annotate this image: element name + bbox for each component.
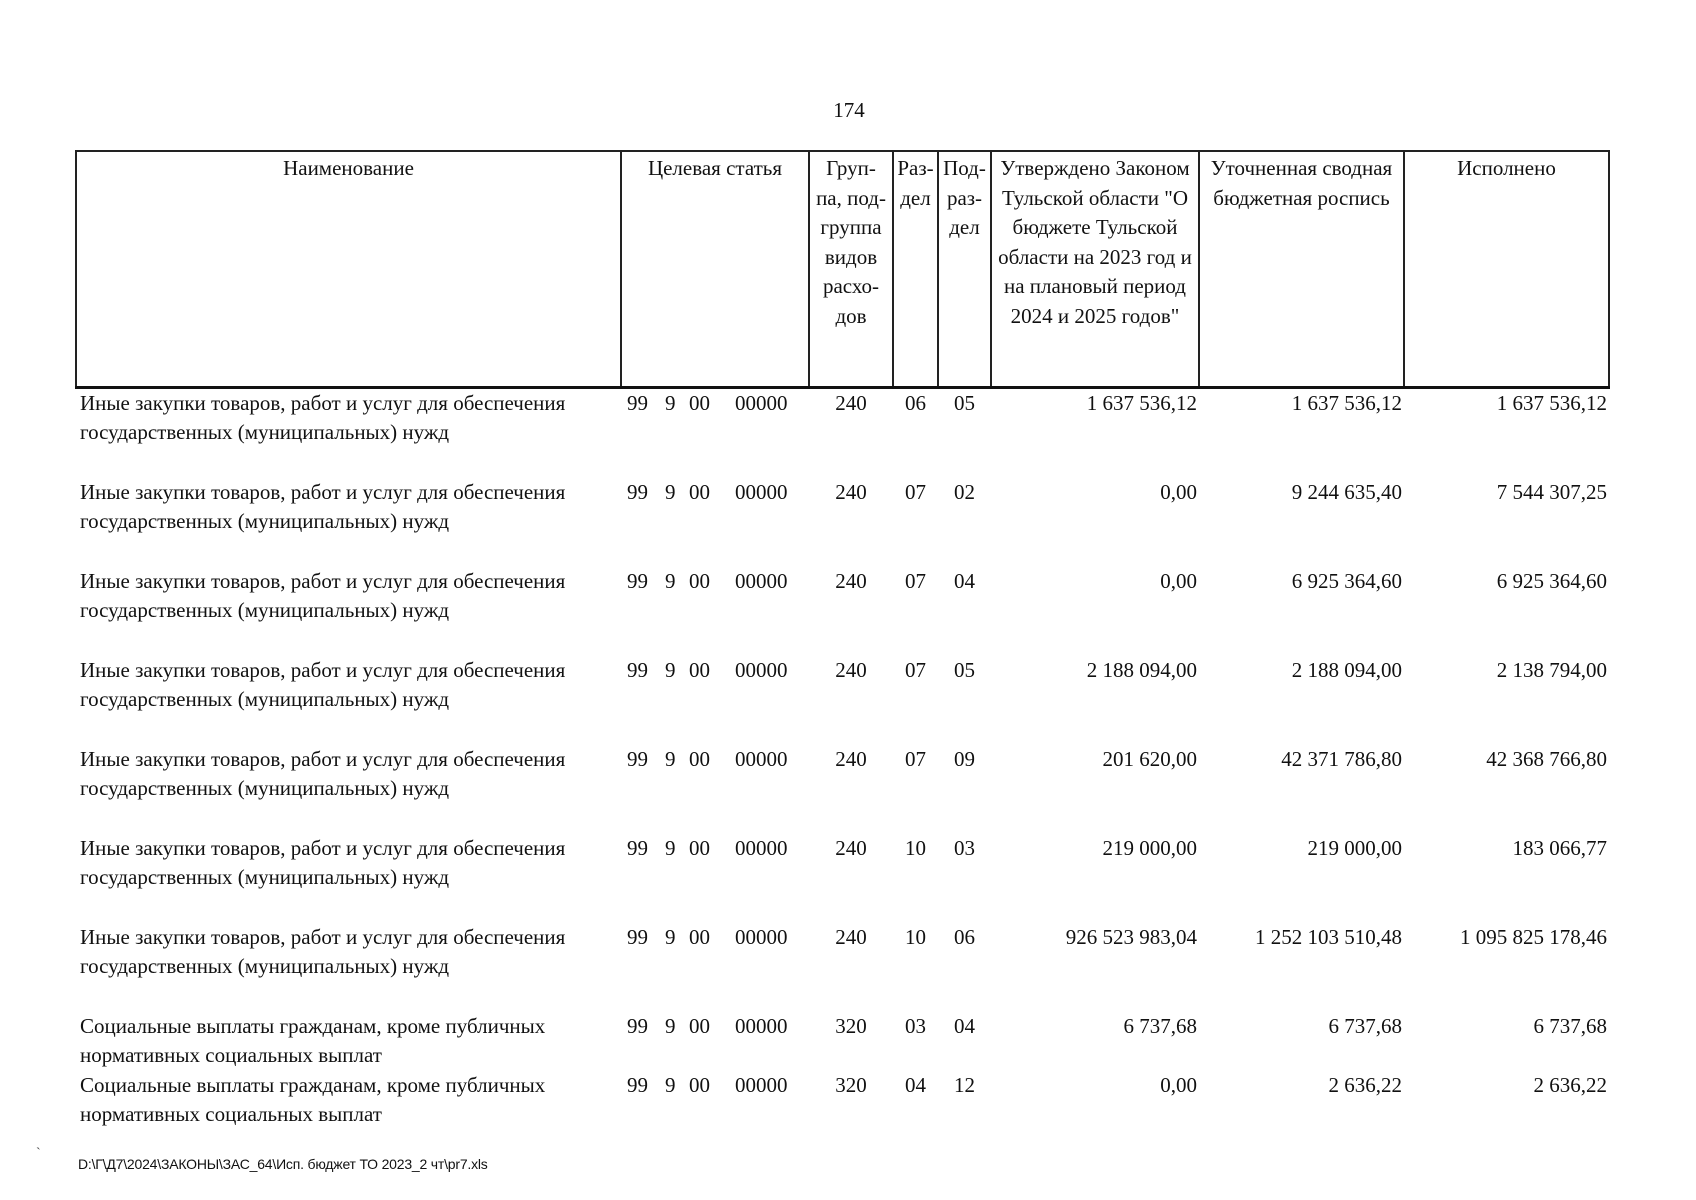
target-article-part: 00 <box>689 1073 710 1097</box>
table-row <box>76 923 1609 1012</box>
table-body <box>76 388 1609 1131</box>
row-refined: 2 636,22 <box>1328 1073 1402 1097</box>
table-row <box>76 745 1609 834</box>
row-subsection: 04 <box>954 569 975 593</box>
row-section: 06 <box>905 391 926 415</box>
target-article-part: 00 <box>689 658 710 682</box>
row-target-article <box>621 1012 809 1071</box>
row-target-article <box>621 388 809 479</box>
target-article-part: 99 <box>627 658 648 682</box>
row-target-article <box>621 1071 809 1130</box>
header-target-article: Целевая статья <box>621 151 809 388</box>
row-refined: 219 000,00 <box>1307 836 1402 860</box>
header-name: Наименование <box>76 151 621 388</box>
target-article-part: 9 <box>665 658 676 682</box>
row-expense-group: 320 <box>835 1014 867 1038</box>
target-article-part: 00000 <box>735 747 788 771</box>
row-expense-group: 240 <box>835 658 867 682</box>
header-section: Раз- дел <box>893 151 938 388</box>
row-expense-group: 240 <box>835 569 867 593</box>
target-article-part: 99 <box>627 747 648 771</box>
target-article-part: 00 <box>689 836 710 860</box>
row-refined: 42 371 786,80 <box>1281 747 1402 771</box>
row-name: Иные закупки товаров, работ и услуг для обеспечения государственных (муниципальных) нужд <box>80 658 566 711</box>
target-article-part: 00000 <box>735 569 788 593</box>
row-expense-group: 240 <box>835 925 867 949</box>
row-expense-group: 240 <box>835 391 867 415</box>
target-article-part: 9 <box>665 391 676 415</box>
row-target-article <box>621 567 809 656</box>
row-subsection: 06 <box>954 925 975 949</box>
row-name: Иные закупки товаров, работ и услуг для обеспечения государственных (муниципальных) нужд <box>80 747 566 800</box>
row-subsection: 09 <box>954 747 975 771</box>
row-section: 10 <box>905 836 926 860</box>
row-name: Иные закупки товаров, работ и услуг для обеспечения государственных (муниципальных) нужд <box>80 569 566 622</box>
table-row <box>76 1071 1609 1130</box>
header-subsection: Под- раз- дел <box>938 151 991 388</box>
row-expense-group: 240 <box>835 480 867 504</box>
row-executed: 1 637 536,12 <box>1496 391 1607 415</box>
row-subsection: 05 <box>954 391 975 415</box>
row-executed: 1 095 825 178,46 <box>1460 925 1607 949</box>
row-name: Иные закупки товаров, работ и услуг для обеспечения государственных (муниципальных) нужд <box>80 480 566 533</box>
target-article-part: 9 <box>665 1014 676 1038</box>
row-executed: 183 066,77 <box>1512 836 1607 860</box>
table-row <box>76 388 1609 479</box>
row-target-article <box>621 656 809 745</box>
row-section: 07 <box>905 480 926 504</box>
row-refined: 9 244 635,40 <box>1291 480 1402 504</box>
row-executed: 42 368 766,80 <box>1486 747 1607 771</box>
target-article-part: 00000 <box>735 925 788 949</box>
row-approved: 0,00 <box>1160 1073 1197 1097</box>
row-refined: 6 737,68 <box>1328 1014 1402 1038</box>
scan-mark: ` <box>36 1146 41 1161</box>
row-approved: 1 637 536,12 <box>1086 391 1197 415</box>
row-executed: 2 636,22 <box>1533 1073 1607 1097</box>
target-article-part: 00 <box>689 480 710 504</box>
target-article-part: 00 <box>689 747 710 771</box>
row-target-article <box>621 834 809 923</box>
row-subsection: 03 <box>954 836 975 860</box>
row-subsection: 04 <box>954 1014 975 1038</box>
target-article-part: 00 <box>689 569 710 593</box>
target-article-part: 99 <box>627 836 648 860</box>
target-article-part: 99 <box>627 480 648 504</box>
row-section: 07 <box>905 747 926 771</box>
row-approved: 0,00 <box>1160 569 1197 593</box>
table-row <box>76 834 1609 923</box>
header-approved: Утверждено Законом Тульской области "О бюджете Тульской области на 2023 год и на плановый период 2024 и 2025 годов" <box>991 151 1199 388</box>
row-approved: 219 000,00 <box>1102 836 1197 860</box>
row-name: Иные закупки товаров, работ и услуг для обеспечения государственных (муниципальных) нужд <box>80 391 566 444</box>
target-article-part: 00000 <box>735 1014 788 1038</box>
target-article-part: 00 <box>689 925 710 949</box>
row-approved: 2 188 094,00 <box>1086 658 1197 682</box>
row-subsection: 12 <box>954 1073 975 1097</box>
row-refined: 2 188 094,00 <box>1291 658 1402 682</box>
row-name: Иные закупки товаров, работ и услуг для обеспечения государственных (муниципальных) нужд <box>80 925 566 978</box>
file-path-footer: D:\Г\Д7\2024\ЗАКОНЫ\ЗАС_64\Исп. бюджет ТО 2023_2 чт\pr7.xls <box>78 1156 488 1172</box>
row-name: Социальные выплаты гражданам, кроме публичных нормативных социальных выплат <box>80 1014 546 1067</box>
target-article-part: 00 <box>689 1014 710 1038</box>
row-approved: 926 523 983,04 <box>1065 925 1197 949</box>
row-approved: 0,00 <box>1160 480 1197 504</box>
target-article-part: 9 <box>665 747 676 771</box>
row-subsection: 02 <box>954 480 975 504</box>
row-expense-group: 320 <box>835 1073 867 1097</box>
row-executed: 6 737,68 <box>1533 1014 1607 1038</box>
page-number: 174 <box>833 98 865 122</box>
target-article-part: 99 <box>627 569 648 593</box>
table-header-row <box>76 151 1609 388</box>
row-executed: 6 925 364,60 <box>1496 569 1607 593</box>
row-refined: 1 252 103 510,48 <box>1255 925 1402 949</box>
table-row <box>76 656 1609 745</box>
target-article-part: 99 <box>627 925 648 949</box>
target-article-part: 00000 <box>735 658 788 682</box>
table-row <box>76 478 1609 567</box>
row-target-article <box>621 923 809 1012</box>
row-approved: 201 620,00 <box>1102 747 1197 771</box>
row-section: 04 <box>905 1073 926 1097</box>
target-article-part: 00000 <box>735 480 788 504</box>
row-expense-group: 240 <box>835 747 867 771</box>
table-row <box>76 1012 1609 1071</box>
row-section: 07 <box>905 569 926 593</box>
row-expense-group: 240 <box>835 836 867 860</box>
header-executed: Исполнено <box>1404 151 1609 388</box>
row-target-article <box>621 478 809 567</box>
target-article-part: 9 <box>665 925 676 949</box>
target-article-part: 9 <box>665 569 676 593</box>
row-executed: 2 138 794,00 <box>1496 658 1607 682</box>
row-refined: 1 637 536,12 <box>1291 391 1402 415</box>
target-article-part: 00000 <box>735 836 788 860</box>
row-executed: 7 544 307,25 <box>1496 480 1607 504</box>
target-article-part: 00 <box>689 391 710 415</box>
target-article-part: 99 <box>627 391 648 415</box>
row-section: 07 <box>905 658 926 682</box>
header-expense-group: Груп- па, под- группа видов расхо- дов <box>809 151 893 388</box>
target-article-part: 99 <box>627 1014 648 1038</box>
target-article-part: 9 <box>665 836 676 860</box>
target-article-part: 00000 <box>735 391 788 415</box>
row-name: Социальные выплаты гражданам, кроме публичных нормативных социальных выплат <box>80 1073 546 1126</box>
row-subsection: 05 <box>954 658 975 682</box>
row-name: Иные закупки товаров, работ и услуг для обеспечения государственных (муниципальных) нужд <box>80 836 566 889</box>
target-article-part: 9 <box>665 1073 676 1097</box>
target-article-part: 99 <box>627 1073 648 1097</box>
row-target-article <box>621 745 809 834</box>
budget-execution-table <box>75 150 1610 1130</box>
row-section: 10 <box>905 925 926 949</box>
target-article-part: 9 <box>665 480 676 504</box>
row-refined: 6 925 364,60 <box>1291 569 1402 593</box>
table-row <box>76 567 1609 656</box>
target-article-part: 00000 <box>735 1073 788 1097</box>
row-approved: 6 737,68 <box>1123 1014 1197 1038</box>
row-section: 03 <box>905 1014 926 1038</box>
header-refined: Уточненная сводная бюджетная роспись <box>1199 151 1404 388</box>
